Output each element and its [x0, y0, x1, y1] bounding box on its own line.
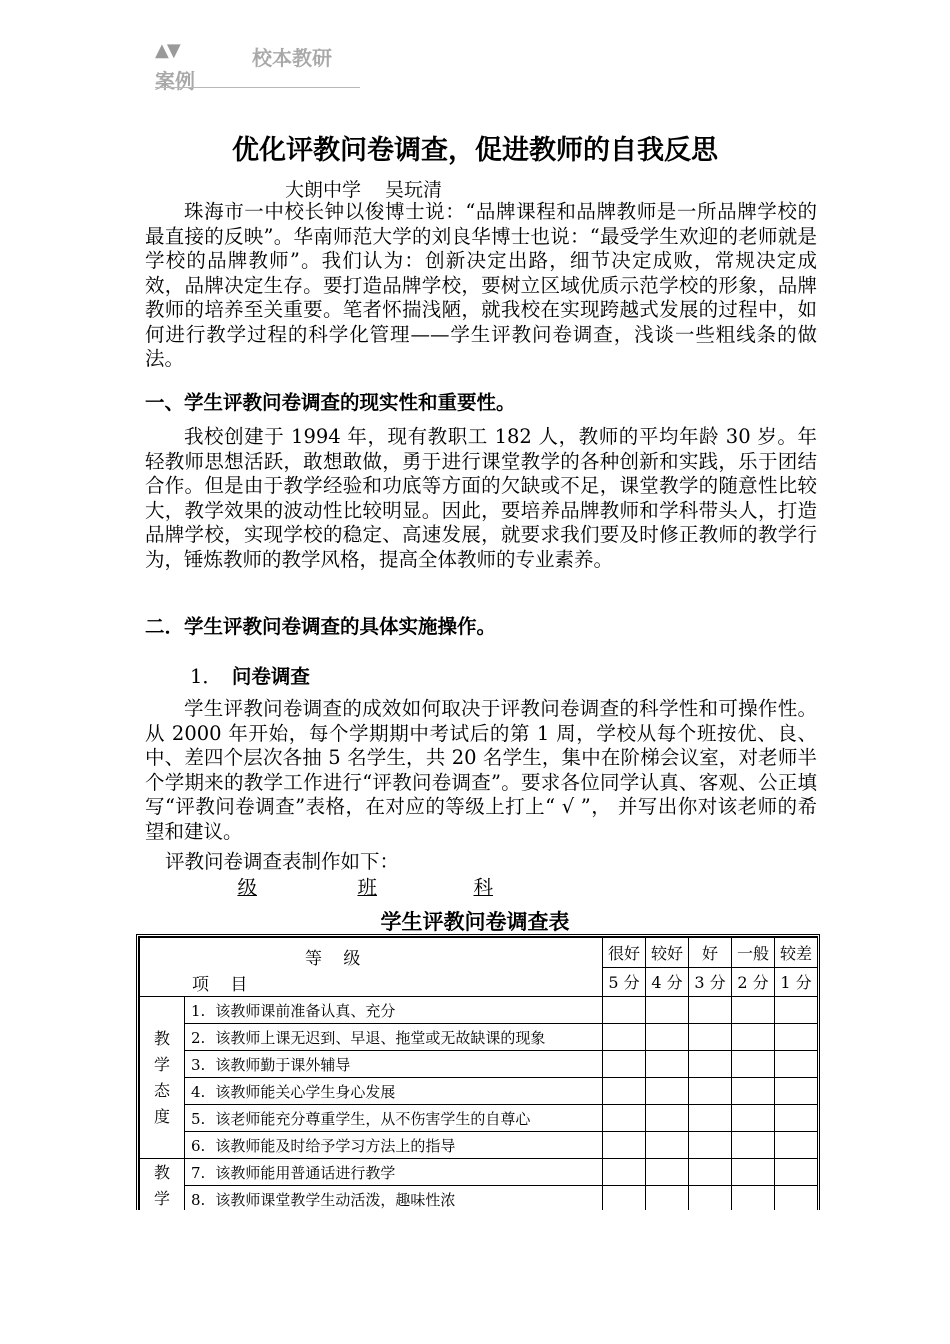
rating-cell[interactable]: [775, 1132, 818, 1159]
rating-cell[interactable]: [775, 1078, 818, 1105]
item-text: 该教师课前准备认真、充分: [215, 1001, 396, 1020]
item-number: 6.: [191, 1136, 206, 1155]
rating-cell[interactable]: [603, 1051, 646, 1078]
item-cell: [185, 1051, 603, 1078]
rating-cell[interactable]: [646, 1051, 689, 1078]
score-3: 3 分: [689, 967, 732, 997]
rating-cell[interactable]: [689, 1078, 732, 1105]
item-number: 7.: [191, 1163, 206, 1182]
score-5: 5 分: [603, 967, 646, 997]
table-header-row: [140, 938, 818, 968]
item-cell: [185, 1078, 603, 1105]
category-char: 度: [153, 1106, 170, 1126]
table-header-diagonal: [140, 938, 603, 997]
rating-cell[interactable]: [646, 1132, 689, 1159]
category-cell: [140, 997, 185, 1159]
table-row: [140, 1159, 818, 1186]
header-item-label: 项 目: [192, 975, 256, 995]
item-text: 该教师能用普通话进行教学: [215, 1163, 396, 1182]
rating-cell[interactable]: [732, 1186, 775, 1211]
rating-cell[interactable]: [732, 1159, 775, 1186]
section-heading-1: 一、学生评教问卷调查的现实性和重要性。: [145, 391, 516, 414]
rating-cell[interactable]: [603, 1078, 646, 1105]
item-cell: [185, 1024, 603, 1051]
rating-cell[interactable]: [732, 997, 775, 1024]
item-text: 该教师课堂教学生动活泼，趣味性浓: [215, 1190, 456, 1209]
table-intro: 评教问卷调查表制作如下：: [165, 850, 400, 873]
item-text: 该教师能关心学生身心发展: [215, 1082, 396, 1101]
rating-cell[interactable]: [689, 1132, 732, 1159]
rating-cell[interactable]: [603, 1024, 646, 1051]
subsection-heading: [190, 661, 310, 689]
rating-cell[interactable]: [732, 1078, 775, 1105]
item-number: 1.: [191, 1001, 206, 1020]
item-text: 该教师能及时给予学习方法上的指导: [215, 1136, 456, 1155]
rating-cell[interactable]: [646, 997, 689, 1024]
header-grade-label: 等 级: [305, 949, 369, 969]
grade-average: 一般: [732, 938, 775, 968]
item-number: 5.: [191, 1109, 206, 1128]
category-char: 态: [153, 1080, 170, 1100]
item-cell: [185, 1105, 603, 1132]
section-heading-2: 二．学生评教问卷调查的具体实施操作。: [145, 615, 497, 638]
item-number: 3.: [191, 1055, 206, 1074]
table-row: [140, 1132, 818, 1159]
table-row: [140, 997, 818, 1024]
subject-blank: 科: [473, 876, 493, 899]
item-text: 该教师上课无迟到、早退、拖堂或无故缺课的现象: [215, 1028, 546, 1047]
triangle-arrows-icon: ▲▼: [155, 40, 179, 61]
item-cell: [185, 997, 603, 1024]
score-2: 2 分: [732, 967, 775, 997]
item-cell: [185, 1186, 603, 1211]
grade-very-good: 很好: [603, 938, 646, 968]
subsection-label: 问卷调查: [231, 665, 310, 688]
rating-cell[interactable]: [646, 1105, 689, 1132]
rating-cell[interactable]: [689, 1105, 732, 1132]
class-blank: 班: [357, 876, 377, 899]
author-line: [285, 175, 442, 202]
rating-cell[interactable]: [732, 1024, 775, 1051]
score-1: 1 分: [775, 967, 818, 997]
grade-poor: 较差: [775, 938, 818, 968]
author-name: 吴玩清: [385, 179, 443, 201]
subsection-number: 1．: [190, 665, 222, 688]
rating-cell[interactable]: [603, 1159, 646, 1186]
item-text: 该教师勤于课外辅导: [215, 1055, 351, 1074]
rating-cell[interactable]: [775, 1024, 818, 1051]
table-title: 学生评教问卷调查表: [380, 910, 570, 934]
rating-cell[interactable]: [689, 1024, 732, 1051]
table-row: [140, 1051, 818, 1078]
rating-cell[interactable]: [775, 1051, 818, 1078]
author-school: 大朗中学: [285, 179, 362, 201]
rating-cell[interactable]: [732, 1105, 775, 1132]
class-subject-blanks: [165, 872, 493, 900]
section-tag-rule: [155, 87, 360, 88]
rating-cell[interactable]: [603, 1105, 646, 1132]
category-char: 学: [153, 1188, 170, 1208]
paragraph-school-background: 我校创建于 1994 年，现有教职工 182 人，教师的平均年龄 30 岁。年轻教师思想活跃，敢想敢做，勇于进行课堂教学的各种创新和实践，乐于团结合作。但是由于教学经验和功底等方面的欠缺或不足，课堂教学的随意性比较大，教学效果的波动性比较明显。因此，要培养品牌教师和学科带头人，打造品牌学校，实现学校的稳定、高速发展，就要求我们要及时修正教师的教学行为，锤炼教师的教学风格，提高全体教师的专业素养。: [145, 425, 817, 571]
paragraph-intro: 珠海市一中校长钟以俊博士说：“品牌课程和品牌教师是一所品牌学校的最直接的反映”。华南师范大学的刘良华博士也说：“最受学生欢迎的老师就是学校的品牌教师”。我们认为：创新决定出路，细节决定成败，常规决定成效，品牌决定生存。要打造品牌学校，要树立区域优质示范学校的形象，品牌教师的培养至关重要。笔者怀揣浅陋，就我校在实现跨越式发展的过程中，如何进行教学过程的科学化管理——学生评教问卷调查，浅谈一些粗线条的做法。: [145, 200, 817, 370]
grade-good: 好: [689, 938, 732, 968]
rating-cell[interactable]: [689, 1159, 732, 1186]
category-cell: [140, 1159, 185, 1211]
rating-cell[interactable]: [689, 1051, 732, 1078]
item-number: 2.: [191, 1028, 206, 1047]
item-number: 8.: [191, 1190, 206, 1209]
paragraph-survey-method: 学生评教问卷调查的成效如何取决于评教问卷调查的科学性和可操作性。从 2000 年开始，每个学期期中考试后的第 1 周，学校从每个班按优、良、中、差四个层次各抽 5 名学生，共 20 名学生，集中在阶梯会议室，对老师半个学期来的教学工作进行“评教问卷调查”。要求各位同学认真、客观、公正填写“评教问卷调查”表格，在对应的等级上打上“ √ ”， 并写出你对该老师的希望和建议。: [145, 697, 817, 843]
category-char: 教: [153, 1162, 170, 1182]
score-4: 4 分: [646, 967, 689, 997]
item-text: 该老师能充分尊重学生，从不伤害学生的自尊心: [215, 1109, 531, 1128]
section-tag-line2: 案例: [155, 69, 195, 93]
item-cell: [185, 1132, 603, 1159]
rating-cell[interactable]: [603, 997, 646, 1024]
rating-cell[interactable]: [775, 1105, 818, 1132]
item-cell: [185, 1159, 603, 1186]
rating-cell[interactable]: [646, 1159, 689, 1186]
rating-cell[interactable]: [646, 1024, 689, 1051]
table-row: [140, 1024, 818, 1051]
rating-cell[interactable]: [646, 1186, 689, 1211]
category-char: 教: [153, 1028, 170, 1048]
category-char: 学: [153, 1054, 170, 1074]
document-title: 优化评教问卷调查，促进教师的自我反思: [232, 135, 718, 166]
evaluation-table: [136, 934, 820, 1210]
item-number: 4.: [191, 1082, 206, 1101]
section-tag-line1: 校本教研: [252, 46, 332, 70]
rating-cell[interactable]: [603, 1132, 646, 1159]
table-row: [140, 1078, 818, 1105]
grade-good-plus: 较好: [646, 938, 689, 968]
rating-cell[interactable]: [775, 1186, 818, 1211]
section-tag: [155, 40, 360, 93]
rating-cell[interactable]: [775, 997, 818, 1024]
rating-cell[interactable]: [689, 1186, 732, 1211]
rating-cell[interactable]: [775, 1159, 818, 1186]
table-row: [140, 1186, 818, 1211]
rating-cell[interactable]: [732, 1132, 775, 1159]
rating-cell[interactable]: [732, 1051, 775, 1078]
table-row: [140, 1105, 818, 1132]
rating-cell[interactable]: [689, 997, 732, 1024]
rating-cell[interactable]: [603, 1186, 646, 1211]
grade-blank: 级: [237, 876, 257, 899]
rating-cell[interactable]: [646, 1078, 689, 1105]
